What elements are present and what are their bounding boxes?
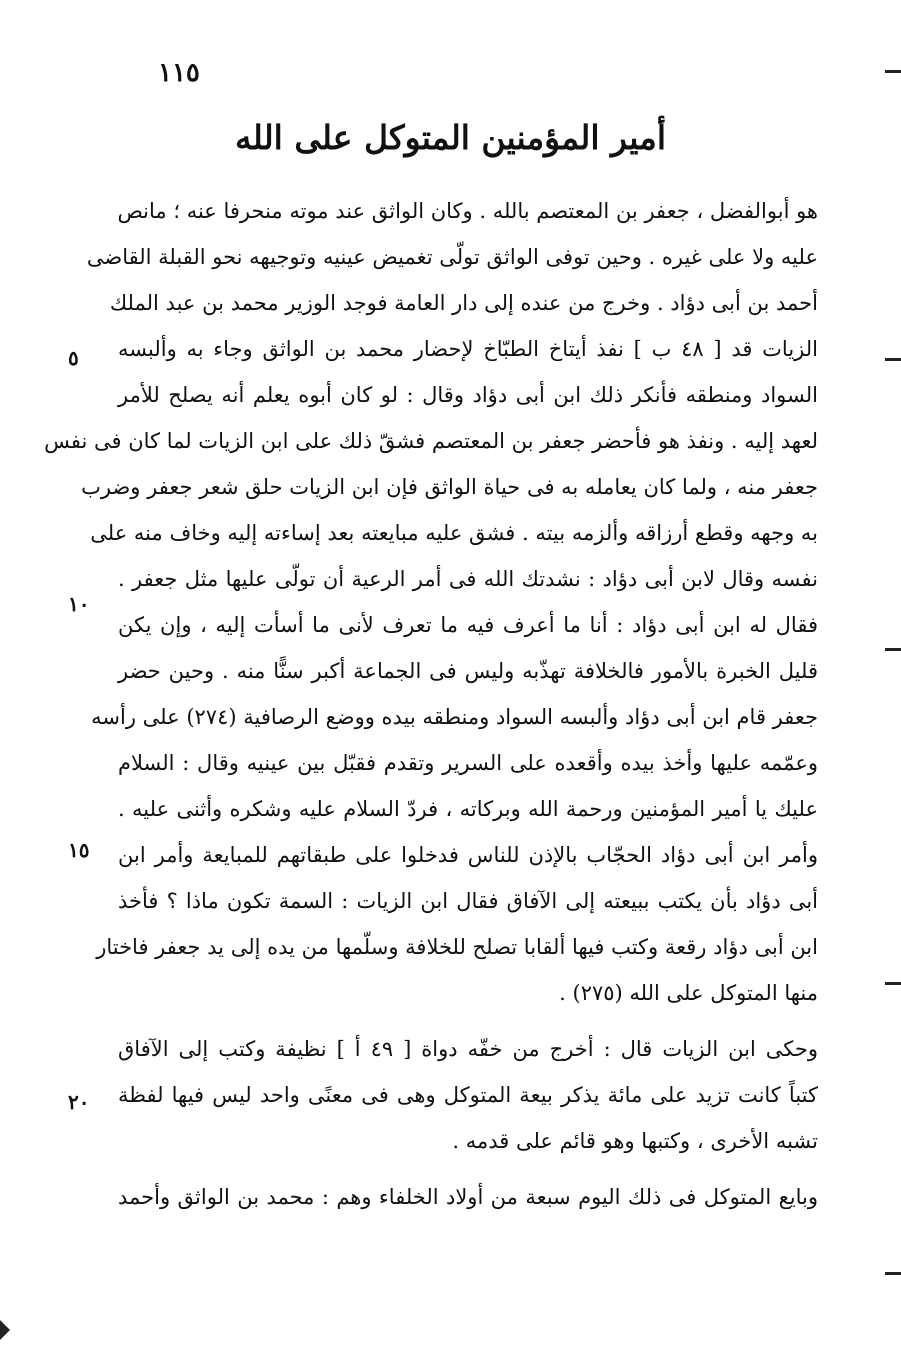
text-line: ابن أبى دؤاد رقعة وكتب فيها ألقابا تصلح للخلافة وسلّمها من يده إلى يد جعفر فاختار	[96, 935, 818, 959]
text-line: أحمد بن أبى دؤاد . وخرج من عنده إلى دار العامة فوجد الوزير محمد بن عبد الملك	[109, 291, 818, 315]
text-line: أبى دؤاد بأن يكتب ببيعته إلى الآفاق فقال ابن الزيات : السمة تكون ماذا ؟ فأخذ	[118, 889, 818, 913]
text-line: وحكى ابن الزيات قال : أخرج من خفّه دواة [ ٤٩ أ ] نظيفة وكتب إلى الآفاق	[118, 1037, 818, 1061]
text-line: منها المتوكل على الله (٢٧٥) .	[559, 981, 818, 1005]
margin-tick	[885, 1272, 901, 1275]
text-line: نفسه وقال لابن أبى دؤاد : نشدتك الله فى أمر الرعية أن تولّى عليها مثل جعفر .	[118, 567, 818, 591]
text-line: فقال له ابن أبى دؤاد : أنا ما أعرف فيه ما تعرف لأنى ما أسأت إليه ، وإن يكن	[118, 613, 818, 637]
text-line: الزيات قد [ ٤٨ ب ] نفذ أيتاخ الطبّاخ لإحضار محمد بن الواثق وجاء به وألبسه	[118, 337, 818, 361]
chapter-title: أمير المؤمنين المتوكل على الله	[235, 118, 666, 157]
line-number-marker: ٥	[68, 346, 79, 370]
paragraph-gap	[118, 1164, 818, 1174]
line-number-marker: ١٠	[68, 592, 90, 616]
text-line: وعمّمه عليها وأخذ بيده وأقعده على السرير وتقدم فقبّل بين عينيه وقال : السلام	[118, 751, 818, 775]
paragraph-gap	[118, 1016, 818, 1026]
text-line: وبايع المتوكل فى ذلك اليوم سبعة من أولاد الخلفاء وهم : محمد بن الواثق وأحمد	[118, 1185, 818, 1209]
text-line: وأمر ابن أبى دؤاد الحجّاب بالإذن للناس فدخلوا على طبقاتهم للمبايعة وأمر ابن	[118, 843, 818, 867]
paragraph	[118, 1026, 818, 1164]
text-line: السواد ومنطقه فأنكر ذلك ابن أبى دؤاد وقال : لو كان أبوه يعلم أنه يصلح للأمر	[118, 383, 818, 407]
text-line: به وجهه وقطع أرزاقه وألزمه بيته . فشق عليه مبايعته بعد إساءته إليه وخاف منه على	[90, 521, 818, 545]
text-line: قليل الخبرة بالأمور فالخلافة تهذّبه وليس فى الجماعة أكبر سنًّا منه . وحين حضر	[118, 659, 818, 683]
text-line: جعفر قام ابن أبى دؤاد وألبسه السواد ومنطقه بيده ووضع الرصافية (٢٧٤) على رأسه	[91, 705, 818, 729]
text-line: عليك يا أمير المؤمنين ورحمة الله وبركاته ، فردّ السلام عليه وشكره وأثنى عليه .	[118, 797, 818, 821]
text-line: هو أبوالفضل ، جعفر بن المعتصم بالله . وكان الواثق عند موته منحرفا عنه ؛ مانص	[117, 199, 818, 223]
page-number: ١١٥	[158, 58, 200, 88]
line-number-marker: ٢٠	[68, 1090, 90, 1114]
paragraph	[118, 1174, 818, 1220]
text-line: تشبه الأخرى ، وكتبها وهو قائم على قدمه .	[452, 1129, 818, 1153]
line-number-marker: ١٥	[68, 838, 90, 862]
corner-mark	[0, 1320, 10, 1340]
text-line: جعفر منه ، ولما كان يعامله به فى حياة الواثق فإن ابن الزيات حلق شعر جعفر وضرب	[81, 475, 818, 499]
text-line: كتباً كانت تزيد على مائة يذكر بيعة المتوكل وهى فى معنًى واحد ليس فيها لفظة	[118, 1083, 818, 1107]
margin-tick	[885, 70, 901, 73]
text-line: عليه ولا على غيره . وحين توفى الواثق تولّى تغميض عينيه وتوجيهه نحو القبلة القاضى	[86, 245, 818, 269]
margin-tick	[885, 648, 901, 651]
text-line: لعهد إليه . ونفذ هو فأحضر جعفر بن المعتصم فشقّ ذلك على ابن الزيات لما كان فى نفس	[44, 429, 818, 453]
margin-tick	[885, 982, 901, 985]
margin-tick	[885, 358, 901, 361]
